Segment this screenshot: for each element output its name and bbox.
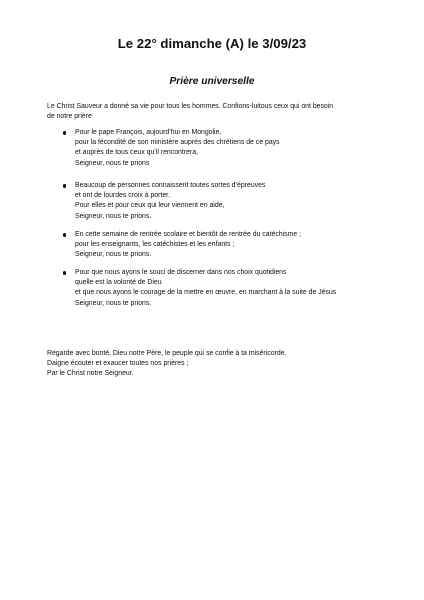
intention-item-2 [63, 181, 393, 222]
closing-paragraph [47, 349, 387, 380]
bullet-icon [63, 131, 66, 134]
intro-line: de notre prière [47, 113, 92, 121]
intention-line: Seigneur, nous te prions. [75, 251, 152, 259]
bullet-icon [63, 184, 66, 187]
intention-line: et auprès de tous ceux qu’il rencontrera, [75, 149, 198, 157]
intention-line: et ont de lourdes croix à porter. [75, 192, 170, 200]
intro-line: Le Christ Sauveur a donné sa vie pour tous les hommes. Confions-luitous ceux qui ont besoin [47, 103, 334, 110]
closing-line: Par le Christ notre Seigneur. [47, 370, 134, 378]
intention-item-1 [63, 128, 393, 169]
intro-paragraph [47, 102, 387, 122]
intention-line: Seigneur, nous te prions [75, 159, 150, 167]
intention-line: quelle est la volonté de Dieu [75, 279, 162, 287]
intention-line: pour la fécondité de son ministère auprès des chrétiens de ce pays [75, 139, 280, 147]
intention-line: Pour elles et pour ceux qui leur viennent en aide, [75, 202, 225, 210]
intention-line: Pour le pape François, aujourd’hui en Mongolie, [75, 129, 222, 136]
intention-item-4 [63, 268, 393, 309]
intention-item-3 [63, 230, 393, 261]
closing-line: Regarde avec bonté, Dieu notre Père, le peuple qui se confie à ta miséricorde. [47, 350, 287, 357]
intention-line: Seigneur, nous te prions. [75, 299, 152, 307]
intention-line: Pour que nous ayons le souci de discerner dans nos choix quotidiens [75, 269, 287, 276]
page-title: Le 22° dimanche (A) le 3/09/23 [117, 36, 307, 51]
intention-line: et que nous ayons le courage de la mettre en œuvre, en marchant à la suite de Jésus [75, 289, 337, 297]
intention-line: En cette semaine de rentrée scolaire et bientôt de rentrée du catéchisme ; [75, 231, 301, 238]
bullet-icon [63, 271, 66, 274]
intention-line: pour les enseignants, les catéchistes et les enfants ; [75, 241, 235, 249]
intention-line: Seigneur, nous te prions. [75, 212, 152, 220]
bullet-icon [63, 233, 66, 236]
intention-line: Beaucoup de personnes connaissent toutes sortes d’épreuves [75, 182, 266, 189]
closing-line: Daigne écouter et exaucer toutes nos prières ; [47, 360, 189, 368]
section-subtitle: Prière universelle [169, 76, 255, 87]
